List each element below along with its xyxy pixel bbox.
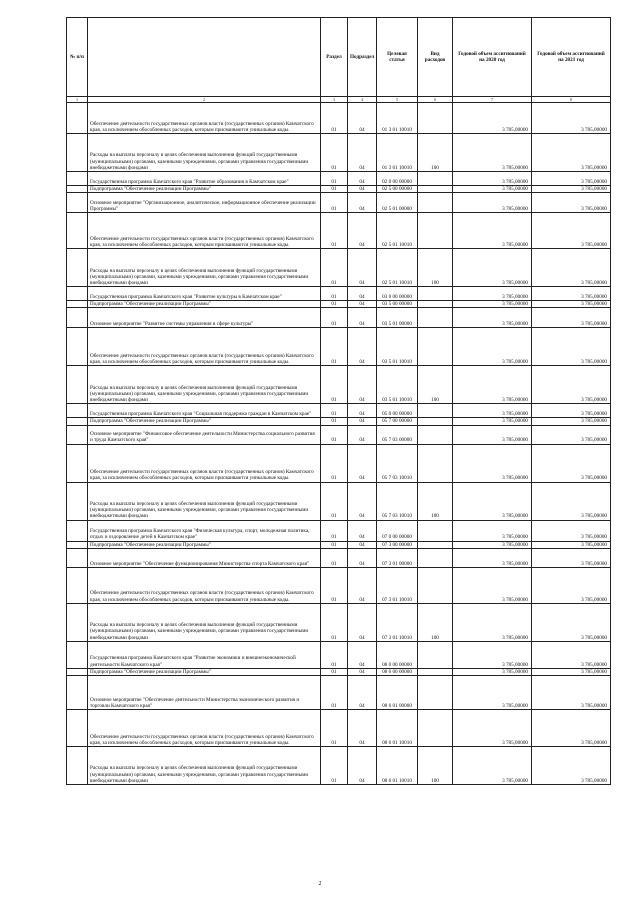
table-row xyxy=(67,603,611,641)
expense-type-cell xyxy=(418,444,453,482)
podrazdel-cell: 04 xyxy=(348,418,377,425)
item-name-cell: Государственная программа Камчатского края "Социальная поддержка граждан в Камчатском крае" xyxy=(88,404,321,418)
amount-2021-cell: 3 785,00000 xyxy=(532,668,611,675)
item-name-cell: Обеспечение деятельности государственных органов власти (государственных органов) Камчатского края, за исключением обособленных расходов, которым присваиваются уникальные коды. xyxy=(88,213,321,249)
expense-type-cell xyxy=(418,425,453,444)
table-row xyxy=(67,186,611,193)
amount-2021-cell: 3 785,00000 xyxy=(532,482,611,520)
amount-2021-cell: 3 785,00000 xyxy=(532,249,611,287)
amount-2021-cell: 3 785,00000 xyxy=(532,603,611,641)
column-number: 7 xyxy=(453,97,532,103)
item-name-cell: Обеспечение деятельности государственных органов власти (государственных органов) Камчатского края, за исключением обособленных расходов, которым присваиваются уникальные коды. xyxy=(88,710,321,747)
table-row xyxy=(67,249,611,287)
amount-2020-cell: 3 785,00000 xyxy=(453,186,532,193)
item-name-cell: Основное мероприятие "Обеспечение деятельности Министерства экономического развития и торговли Камчатского края" xyxy=(88,676,321,710)
table-row xyxy=(67,668,611,675)
amount-2021-cell: 3 785,00000 xyxy=(532,404,611,418)
target-article-cell: 01 3 01 10010 xyxy=(377,103,418,134)
target-article-cell: 05 7 03 10010 xyxy=(377,482,418,520)
target-article-cell: 03 5 00 00000 xyxy=(377,301,418,308)
amount-2020-cell: 3 785,00000 xyxy=(453,301,532,308)
amount-2020-cell: 3 785,00000 xyxy=(453,444,532,482)
target-article-cell: 07 3 01 00000 xyxy=(377,548,418,567)
row-number-cell xyxy=(67,425,88,444)
amount-2020-cell: 3 785,00000 xyxy=(453,567,532,603)
table-row xyxy=(67,548,611,567)
amount-2021-cell: 3 785,00000 xyxy=(532,308,611,328)
item-name-cell: Обеспечение деятельности государственных органов власти (государственных органов) Камчатского края, за исключением обособленных расходов, которым присваиваются уникальные коды. xyxy=(88,103,321,134)
row-number-cell xyxy=(67,541,88,548)
row-number-cell xyxy=(67,676,88,710)
razdel-cell: 01 xyxy=(321,548,348,567)
row-number-cell xyxy=(67,567,88,603)
item-name-cell: Подпрограмма "Обеспечение реализации Программы" xyxy=(88,301,321,308)
razdel-cell: 01 xyxy=(321,172,348,186)
item-name-cell: Подпрограмма "Обеспечение реализации Программы" xyxy=(88,668,321,675)
amount-2020-cell: 3 785,00000 xyxy=(453,520,532,541)
expense-type-cell xyxy=(418,710,453,747)
table-row xyxy=(67,567,611,603)
item-name-cell: Основное мероприятие "Развитие системы управления в сфере культуры" xyxy=(88,308,321,328)
expense-type-cell: 100 xyxy=(418,249,453,287)
razdel-cell: 01 xyxy=(321,603,348,641)
row-number-cell xyxy=(67,520,88,541)
row-number-cell xyxy=(67,444,88,482)
header-2021: Годовой объем ассигнований на 2021 год xyxy=(532,18,611,97)
razdel-cell: 01 xyxy=(321,444,348,482)
expense-type-cell xyxy=(418,676,453,710)
table-row xyxy=(67,308,611,328)
header-podrazdel: Подраздел xyxy=(348,18,377,97)
target-article-cell: 02 5 01 00000 xyxy=(377,193,418,213)
column-number: 3 xyxy=(321,97,348,103)
expense-type-cell xyxy=(418,308,453,328)
table-row xyxy=(67,747,611,785)
table-row xyxy=(67,404,611,418)
razdel-cell: 01 xyxy=(321,710,348,747)
podrazdel-cell: 04 xyxy=(348,668,377,675)
item-name-cell: Расходы на выплаты персоналу в целях обеспечения выполнения функций государственными (муниципальными) органами, казенными учреждениями, органами управления государственными внебюджетными фондами xyxy=(88,366,321,404)
podrazdel-cell: 04 xyxy=(348,186,377,193)
podrazdel-cell: 04 xyxy=(348,603,377,641)
row-number-cell xyxy=(67,404,88,418)
amount-2021-cell: 3 785,00000 xyxy=(532,418,611,425)
expense-type-cell xyxy=(418,213,453,249)
amount-2020-cell: 3 785,00000 xyxy=(453,668,532,675)
column-number: 1 xyxy=(67,97,88,103)
item-name-cell: Обеспечение деятельности государственных органов власти (государственных органов) Камчатского края, за исключением обособленных расходов, которым присваиваются уникальные коды. xyxy=(88,444,321,482)
row-number-cell xyxy=(67,747,88,785)
expense-type-cell xyxy=(418,328,453,366)
item-name-cell: Расходы на выплаты персоналу в целях обеспечения выполнения функций государственными (муниципальными) органами, казенными учреждениями, органами управления государственными внебюджетными фондами xyxy=(88,482,321,520)
row-number-cell xyxy=(67,710,88,747)
podrazdel-cell: 04 xyxy=(348,541,377,548)
expense-type-cell xyxy=(418,567,453,603)
razdel-cell: 01 xyxy=(321,747,348,785)
target-article-cell: 05 7 03 10010 xyxy=(377,444,418,482)
expense-type-cell xyxy=(418,193,453,213)
item-name-cell: Государственная программа Камчатского края "Развитие экономики и внешнеэкономической деятельности Камчатского края" xyxy=(88,641,321,668)
amount-2021-cell: 3 785,00000 xyxy=(532,541,611,548)
amount-2020-cell: 3 785,00000 xyxy=(453,541,532,548)
amount-2020-cell: 3 785,00000 xyxy=(453,747,532,785)
header-2020: Годовой объем ассигнований на 2020 год xyxy=(453,18,532,97)
row-number-cell xyxy=(67,482,88,520)
expense-type-cell xyxy=(418,668,453,675)
razdel-cell: 01 xyxy=(321,134,348,172)
item-name-cell: Обеспечение деятельности государственных органов власти (государственных органов) Камчатского края, за исключением обособленных расходов, которым присваиваются уникальные коды. xyxy=(88,567,321,603)
table-row xyxy=(67,328,611,366)
podrazdel-cell: 04 xyxy=(348,482,377,520)
target-article-cell: 05 0 00 00000 xyxy=(377,404,418,418)
razdel-cell: 01 xyxy=(321,103,348,134)
podrazdel-cell: 04 xyxy=(348,172,377,186)
amount-2021-cell: 3 785,00000 xyxy=(532,172,611,186)
column-number: 6 xyxy=(418,97,453,103)
header-num: № п/п xyxy=(67,18,88,97)
expense-type-cell xyxy=(418,301,453,308)
razdel-cell: 01 xyxy=(321,641,348,668)
razdel-cell: 01 xyxy=(321,418,348,425)
target-article-cell: 08 0 00 00000 xyxy=(377,641,418,668)
amount-2020-cell: 3 785,00000 xyxy=(453,328,532,366)
table-row xyxy=(67,541,611,548)
header-vr: Вид расходов xyxy=(418,18,453,97)
expense-type-cell: 100 xyxy=(418,134,453,172)
target-article-cell: 07 3 00 00000 xyxy=(377,541,418,548)
podrazdel-cell: 04 xyxy=(348,641,377,668)
amount-2020-cell: 3 785,00000 xyxy=(453,172,532,186)
razdel-cell: 01 xyxy=(321,404,348,418)
razdel-cell: 01 xyxy=(321,301,348,308)
row-number-cell xyxy=(67,548,88,567)
row-number-cell xyxy=(67,287,88,301)
target-article-cell: 05 7 03 00000 xyxy=(377,425,418,444)
amount-2020-cell: 3 785,00000 xyxy=(453,482,532,520)
budget-table xyxy=(66,17,611,785)
row-number-cell xyxy=(67,366,88,404)
table-row xyxy=(67,425,611,444)
table-row xyxy=(67,287,611,301)
target-article-cell: 08 6 01 10010 xyxy=(377,747,418,785)
razdel-cell: 01 xyxy=(321,308,348,328)
expense-type-cell xyxy=(418,404,453,418)
podrazdel-cell: 04 xyxy=(348,193,377,213)
page-number: 2 xyxy=(318,881,322,887)
budget-table-sheet xyxy=(66,17,610,785)
row-number-cell xyxy=(67,328,88,366)
table-row xyxy=(67,366,611,404)
expense-type-cell xyxy=(418,541,453,548)
header-razdel: Раздел xyxy=(321,18,348,97)
podrazdel-cell: 04 xyxy=(348,404,377,418)
row-number-cell xyxy=(67,134,88,172)
podrazdel-cell: 04 xyxy=(348,366,377,404)
row-number-cell xyxy=(67,308,88,328)
table-row xyxy=(67,172,611,186)
target-article-cell: 07 3 01 10010 xyxy=(377,567,418,603)
amount-2020-cell: 3 785,00000 xyxy=(453,366,532,404)
table-row xyxy=(67,482,611,520)
column-number: 2 xyxy=(88,97,321,103)
amount-2021-cell: 3 785,00000 xyxy=(532,444,611,482)
table-row xyxy=(67,520,611,541)
podrazdel-cell: 04 xyxy=(348,444,377,482)
expense-type-cell xyxy=(418,186,453,193)
podrazdel-cell: 04 xyxy=(348,548,377,567)
item-name-cell: Государственная программа Камчатского края "Развитие образования в Камчатском крае" xyxy=(88,172,321,186)
table-row xyxy=(67,676,611,710)
target-article-cell: 03 5 01 10010 xyxy=(377,328,418,366)
expense-type-cell xyxy=(418,641,453,668)
podrazdel-cell: 04 xyxy=(348,213,377,249)
amount-2020-cell: 3 785,00000 xyxy=(453,404,532,418)
amount-2021-cell: 3 785,00000 xyxy=(532,641,611,668)
razdel-cell: 01 xyxy=(321,249,348,287)
expense-type-cell xyxy=(418,548,453,567)
razdel-cell: 01 xyxy=(321,567,348,603)
column-number: 8 xyxy=(532,97,611,103)
podrazdel-cell: 04 xyxy=(348,287,377,301)
expense-type-cell xyxy=(418,418,453,425)
razdel-cell: 01 xyxy=(321,366,348,404)
item-name-cell: Государственная программа Камчатского края "Физическая культура, спорт, молодежная политика, отдых и оздоровление детей в Камчатском крае" xyxy=(88,520,321,541)
amount-2020-cell: 3 785,00000 xyxy=(453,103,532,134)
podrazdel-cell: 04 xyxy=(348,747,377,785)
razdel-cell: 01 xyxy=(321,520,348,541)
target-article-cell: 02 5 01 10010 xyxy=(377,249,418,287)
row-number-cell xyxy=(67,301,88,308)
table-row xyxy=(67,710,611,747)
row-number-cell xyxy=(67,418,88,425)
amount-2020-cell: 3 785,00000 xyxy=(453,418,532,425)
podrazdel-cell: 04 xyxy=(348,676,377,710)
amount-2020-cell: 3 785,00000 xyxy=(453,308,532,328)
amount-2020-cell: 3 785,00000 xyxy=(453,193,532,213)
podrazdel-cell: 04 xyxy=(348,520,377,541)
target-article-cell: 07 3 01 10010 xyxy=(377,603,418,641)
podrazdel-cell: 04 xyxy=(348,249,377,287)
table-row xyxy=(67,103,611,134)
target-article-cell: 02 5 01 10010 xyxy=(377,213,418,249)
table-row xyxy=(67,193,611,213)
item-name-cell: Расходы на выплаты персоналу в целях обеспечения выполнения функций государственными (муниципальными) органами, казенными учреждениями, органами управления государственными внебюджетными фондами xyxy=(88,603,321,641)
amount-2020-cell: 3 785,00000 xyxy=(453,548,532,567)
target-article-cell: 02 5 00 00000 xyxy=(377,186,418,193)
amount-2021-cell: 3 785,00000 xyxy=(532,328,611,366)
amount-2020-cell: 3 785,00000 xyxy=(453,710,532,747)
amount-2021-cell: 3 785,00000 xyxy=(532,710,611,747)
target-article-cell: 08 6 00 00000 xyxy=(377,668,418,675)
podrazdel-cell: 04 xyxy=(348,308,377,328)
amount-2021-cell: 3 785,00000 xyxy=(532,213,611,249)
table-row xyxy=(67,418,611,425)
expense-type-cell: 100 xyxy=(418,482,453,520)
amount-2021-cell: 3 785,00000 xyxy=(532,747,611,785)
podrazdel-cell: 04 xyxy=(348,425,377,444)
podrazdel-cell: 04 xyxy=(348,301,377,308)
amount-2021-cell: 3 785,00000 xyxy=(532,193,611,213)
column-number: 4 xyxy=(348,97,377,103)
amount-2020-cell: 3 785,00000 xyxy=(453,287,532,301)
razdel-cell: 01 xyxy=(321,668,348,675)
amount-2021-cell: 3 785,00000 xyxy=(532,548,611,567)
razdel-cell: 01 xyxy=(321,482,348,520)
row-number-cell xyxy=(67,103,88,134)
row-number-cell xyxy=(67,172,88,186)
item-name-cell: Расходы на выплаты персоналу в целях обеспечения выполнения функций государственными (муниципальными) органами, казенными учреждениями, органами управления государственными внебюджетными фондами xyxy=(88,134,321,172)
column-number: 5 xyxy=(377,97,418,103)
amount-2020-cell: 3 785,00000 xyxy=(453,249,532,287)
item-name-cell: Основное мероприятие "Организационное, аналитическое, информационное обеспечение реализации Программы" xyxy=(88,193,321,213)
amount-2021-cell: 3 785,00000 xyxy=(532,287,611,301)
expense-type-cell xyxy=(418,103,453,134)
amount-2021-cell: 3 785,00000 xyxy=(532,567,611,603)
amount-2020-cell: 3 785,00000 xyxy=(453,134,532,172)
razdel-cell: 01 xyxy=(321,541,348,548)
expense-type-cell xyxy=(418,172,453,186)
item-name-cell: Государственная программа Камчатского края "Развитие культуры в Камчатском крае" xyxy=(88,287,321,301)
target-article-cell: 03 0 00 00000 xyxy=(377,287,418,301)
row-number-cell xyxy=(67,668,88,675)
razdel-cell: 01 xyxy=(321,676,348,710)
amount-2021-cell: 3 785,00000 xyxy=(532,676,611,710)
target-article-cell: 05 7 00 00000 xyxy=(377,418,418,425)
amount-2021-cell: 3 785,00000 xyxy=(532,301,611,308)
razdel-cell: 01 xyxy=(321,186,348,193)
expense-type-cell: 100 xyxy=(418,747,453,785)
target-article-cell: 08 6 01 00000 xyxy=(377,676,418,710)
podrazdel-cell: 04 xyxy=(348,328,377,366)
expense-type-cell: 100 xyxy=(418,366,453,404)
item-name-cell: Подпрограмма "Обеспечение реализации Программы" xyxy=(88,541,321,548)
table-row xyxy=(67,213,611,249)
podrazdel-cell: 04 xyxy=(348,567,377,603)
target-article-cell: 03 5 01 00000 xyxy=(377,308,418,328)
row-number-cell xyxy=(67,213,88,249)
table-row xyxy=(67,444,611,482)
target-article-cell: 07 0 00 00000 xyxy=(377,520,418,541)
item-name-cell: Обеспечение деятельности государственных органов власти (государственных органов) Камчатского края, за исключением обособленных расходов, которым присваиваются уникальные коды. xyxy=(88,328,321,366)
item-name-cell: Расходы на выплаты персоналу в целях обеспечения выполнения функций государственными (муниципальными) органами, казенными учреждениями, органами управления государственными внебюджетными фондами xyxy=(88,249,321,287)
table-row xyxy=(67,301,611,308)
item-name-cell: Подпрограмма "Обеспечение реализации Программы" xyxy=(88,186,321,193)
target-article-cell: 08 6 01 10010 xyxy=(377,710,418,747)
razdel-cell: 01 xyxy=(321,193,348,213)
razdel-cell: 01 xyxy=(321,328,348,366)
amount-2021-cell: 3 785,00000 xyxy=(532,366,611,404)
amount-2020-cell: 3 785,00000 xyxy=(453,676,532,710)
podrazdel-cell: 04 xyxy=(348,134,377,172)
item-name-cell: Расходы на выплаты персоналу в целях обеспечения выполнения функций государственными (муниципальными) органами, казенными учреждениями, органами управления государственными внебюджетными фондами xyxy=(88,747,321,785)
table-body xyxy=(67,103,611,785)
podrazdel-cell: 04 xyxy=(348,710,377,747)
amount-2020-cell: 3 785,00000 xyxy=(453,425,532,444)
row-number-cell xyxy=(67,186,88,193)
item-name-cell: Основное мероприятие "Финансовое обеспечение деятельности Министерства социального развития и труда Камчатского края" xyxy=(88,425,321,444)
header-row xyxy=(67,18,611,97)
item-name-cell: Основное мероприятие "Обеспечение функционирования Министерства спорта Камчатского края" xyxy=(88,548,321,567)
header-csr: Целевая статья xyxy=(377,18,418,97)
amount-2021-cell: 3 785,00000 xyxy=(532,186,611,193)
amount-2021-cell: 3 785,00000 xyxy=(532,134,611,172)
expense-type-cell xyxy=(418,520,453,541)
razdel-cell: 01 xyxy=(321,425,348,444)
razdel-cell: 01 xyxy=(321,287,348,301)
target-article-cell: 02 0 00 00000 xyxy=(377,172,418,186)
item-name-cell: Подпрограмма "Обеспечение реализации Программы" xyxy=(88,418,321,425)
amount-2021-cell: 3 785,00000 xyxy=(532,425,611,444)
table-row xyxy=(67,134,611,172)
target-article-cell: 03 5 01 10010 xyxy=(377,366,418,404)
expense-type-cell xyxy=(418,287,453,301)
amount-2021-cell: 3 785,00000 xyxy=(532,520,611,541)
target-article-cell: 01 3 01 10010 xyxy=(377,134,418,172)
podrazdel-cell: 04 xyxy=(348,103,377,134)
row-number-cell xyxy=(67,193,88,213)
razdel-cell: 01 xyxy=(321,213,348,249)
row-number-cell xyxy=(67,249,88,287)
amount-2021-cell: 3 785,00000 xyxy=(532,103,611,134)
table-row xyxy=(67,641,611,668)
amount-2020-cell: 3 785,00000 xyxy=(453,213,532,249)
row-number-cell xyxy=(67,603,88,641)
amount-2020-cell: 3 785,00000 xyxy=(453,641,532,668)
amount-2020-cell: 3 785,00000 xyxy=(453,603,532,641)
header-name xyxy=(88,18,321,97)
expense-type-cell: 100 xyxy=(418,603,453,641)
row-number-cell xyxy=(67,641,88,668)
